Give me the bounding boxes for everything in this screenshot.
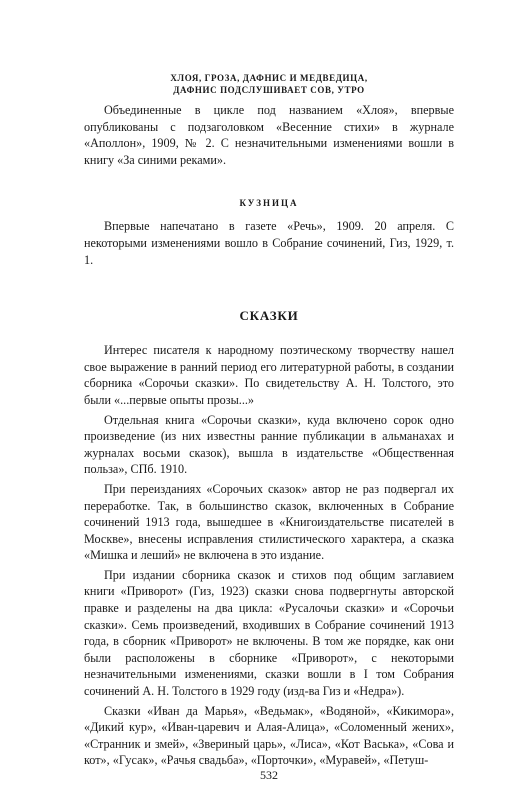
section-heading-skazki: СКАЗКИ <box>239 308 299 324</box>
section-paragraph-chloe: Объединенные в цикле под названием «Хлоя», впервые опубликованы с подзаголовком «Весенние стихи» в журнале «Аполлон», 1909, № 2. С незначительными изменениями вошли в книгу «За синими реками». <box>84 103 454 167</box>
section-heading-kuznitsa: КУЗНИЦА <box>239 198 299 209</box>
section-heading-chloe <box>84 72 454 96</box>
section-heading-line-1: ХЛОЯ, ГРОЗА, ДАФНИС И МЕДВЕДИЦА, <box>170 73 368 83</box>
section-paragraph-skazki-5: Сказки «Иван да Марья», «Ведьмак», «Водяной», «Кикимора», «Дикий кур», «Иван-царевич и Алая-Алица», «Соломенный жених», «Странник и змей», «Звериный царь», «Лиса», «Кот Васька», «Сова и кот», «Гусак», «Рачья свадьба», «Порточки», «Муравей», «Петуш- <box>84 703 454 768</box>
section-paragraph-skazki-4: При издании сборника сказок и стихов под общим заглавием книги «Приворот» (Гиз, 1923) сказки снова подвергнуты авторской правке и разделены на два цикла: «Русалочьи сказки» и «Сорочьи сказки». Семь произведений, входивших в Собрание сочинений 1913 года, в сборник «Приворот» не включены. В том же порядке, как они были расположены в сборнике «Приворот», с некоторыми незначительными изменениями, сказки вошли в I том Собрания сочинений А. Н. Толстого в 1929 году (изд-ва Гиз и «Недра»). <box>84 567 454 699</box>
page-number: 532 <box>260 768 278 782</box>
section-paragraph-skazki-2: Отдельная книга «Сорочьи сказки», куда включено сорок одно произведение (из них известны ранние публикации в альманахах и журналах восьми сказок), вышла в издательстве «Общественная польза», СПб. 1910. <box>84 412 454 477</box>
section-paragraph-kuznitsa: Впервые напечатано в газете «Речь», 1909. 20 апреля. С некоторыми изменениями вошло в Собрание сочинений, Гиз, 1929, т. 1. <box>84 219 454 267</box>
section-paragraph-skazki-1: Интерес писателя к народному поэтическому творчеству нашел свое выражение в ранний период его литературной работы, в создании сборника «Сорочьи сказки». По свидетельству А. Н. Толстого, это были «...первые опыты прозы...» <box>84 343 454 407</box>
section-paragraph-skazki-3: При переизданиях «Сорочьих сказок» автор не раз подвергал их переработке. Так, в большинство сказок, включенных в Собрание сочинений 1913 года, вышедшее в «Книгоиздательстве писателей в Москве», внесены исправления стилистического характера, а сказка «Мишка и леший» не включена в это издание. <box>84 481 454 563</box>
section-heading-line-2: ДАФНИС ПОДСЛУШИВАЕТ СОВ, УТРО <box>173 85 365 95</box>
book-page <box>84 72 454 784</box>
